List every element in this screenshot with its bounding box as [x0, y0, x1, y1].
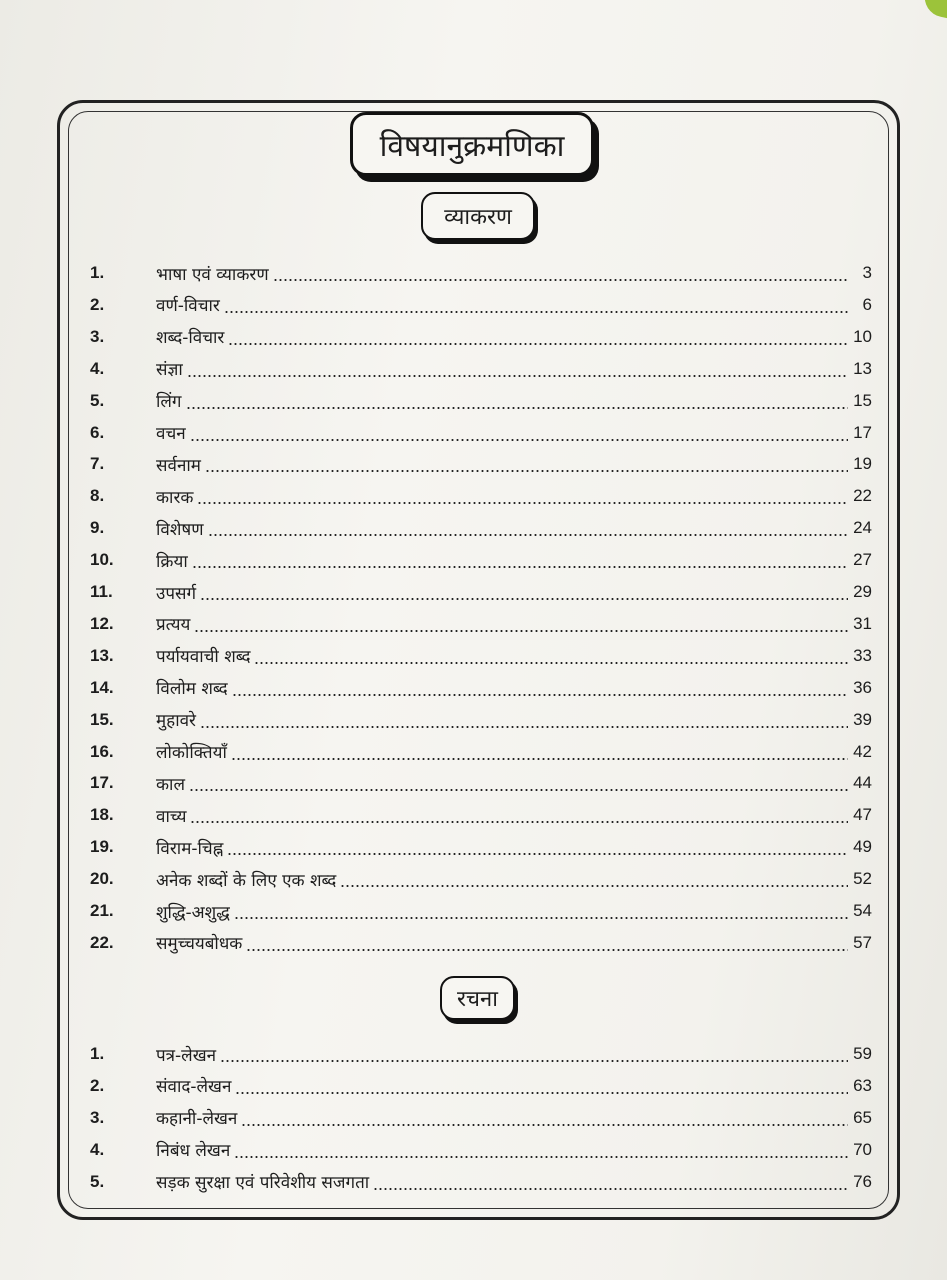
page-number: 36 — [853, 677, 872, 697]
item-title: कहानी-लेखन — [156, 1109, 238, 1130]
dot-leader — [373, 1188, 848, 1190]
dot-leader — [234, 1156, 848, 1158]
item-number: 5. — [90, 1171, 105, 1191]
page-number: 59 — [853, 1044, 872, 1063]
page-number: 42 — [853, 741, 872, 761]
list-item — [90, 418, 872, 448]
dot-leader — [254, 662, 848, 664]
dot-leader — [273, 279, 848, 281]
item-title: क्रिया — [156, 551, 188, 572]
page-number: 44 — [853, 773, 872, 793]
list-item — [90, 1103, 872, 1133]
page-number: 19 — [853, 454, 872, 474]
item-number: 4. — [90, 358, 105, 378]
list-item — [90, 1135, 872, 1165]
dot-leader — [232, 694, 848, 696]
item-number: 18. — [90, 805, 114, 825]
item-title: वचन — [156, 424, 186, 444]
page-number: 3 — [862, 263, 872, 282]
item-number: 2. — [90, 1075, 105, 1095]
item-title: अनेक शब्दों के लिए एक शब्द — [156, 870, 337, 891]
item-title: काल — [156, 774, 185, 795]
page-number: 29 — [853, 582, 872, 601]
item-title: विशेषण — [156, 519, 204, 540]
page-number: 57 — [853, 932, 872, 952]
item-title: सर्वनाम — [156, 455, 201, 476]
item-title: पत्र-लेखन — [156, 1045, 217, 1066]
item-number: 3. — [90, 326, 105, 346]
item-number: 13. — [90, 645, 114, 665]
page-number: 49 — [853, 837, 872, 857]
page-title: विषयानुक्रमणिका — [350, 112, 594, 176]
page-number: 65 — [853, 1107, 872, 1127]
item-number: 15. — [90, 709, 114, 729]
list-item — [90, 258, 872, 288]
item-title: संज्ञा — [156, 360, 183, 381]
item-title: कारक — [156, 487, 194, 508]
dot-leader — [234, 917, 848, 919]
item-title: लोकोक्तियाँ — [156, 743, 227, 763]
list-item — [90, 896, 872, 926]
item-title: सड़क सुरक्षा एवं परिवेशीय सजगता — [156, 1173, 370, 1194]
list-item — [90, 290, 872, 320]
page-number: 33 — [853, 645, 872, 665]
list-item — [90, 577, 872, 607]
dot-leader — [227, 853, 848, 855]
list-item — [90, 673, 872, 703]
item-title: पर्यायवाची शब्द — [156, 647, 251, 668]
dot-leader — [224, 311, 848, 313]
dot-leader — [194, 630, 848, 632]
page-number: 10 — [853, 326, 872, 346]
item-number: 8. — [90, 486, 105, 506]
item-number: 20. — [90, 869, 114, 889]
page-number: 31 — [853, 613, 872, 633]
page-number: 27 — [853, 550, 872, 570]
page-number: 22 — [853, 486, 872, 506]
list-item — [90, 481, 872, 511]
dot-leader — [340, 885, 848, 887]
item-number: 2. — [90, 294, 105, 314]
dot-leader — [208, 534, 848, 536]
dot-leader — [246, 949, 848, 951]
page-number: 39 — [853, 709, 872, 729]
dot-leader — [187, 375, 848, 377]
list-item — [90, 322, 872, 352]
item-number: 6. — [90, 422, 105, 442]
item-number: 12. — [90, 613, 114, 633]
list-item — [90, 737, 872, 767]
dot-leader — [197, 502, 848, 504]
item-number: 7. — [90, 454, 105, 474]
page-number: 63 — [853, 1075, 872, 1095]
list-item — [90, 1039, 872, 1069]
page-number: 24 — [853, 518, 872, 538]
list-item — [90, 928, 872, 958]
list-item — [90, 705, 872, 735]
item-number: 4. — [90, 1139, 105, 1159]
dot-leader — [192, 566, 848, 568]
list-item — [90, 513, 872, 543]
dot-leader — [190, 821, 848, 823]
list-item — [90, 768, 872, 798]
item-number: 10. — [90, 550, 114, 570]
list-item — [90, 386, 872, 416]
item-number: 11. — [90, 582, 113, 601]
page-number: 70 — [853, 1139, 872, 1159]
section-heading-composition: रचना — [440, 976, 515, 1020]
dot-leader — [190, 439, 848, 441]
item-number: 17. — [90, 773, 114, 793]
item-number: 22. — [90, 932, 114, 952]
page-number: 6 — [862, 294, 872, 314]
item-title: भाषा एवं व्याकरण — [156, 264, 269, 285]
section-heading-grammar: व्याकरण — [421, 192, 535, 240]
item-number: 1. — [90, 263, 105, 282]
dot-leader — [228, 343, 848, 345]
page-number: 52 — [853, 869, 872, 889]
page-number: 76 — [853, 1171, 872, 1191]
page-number: 54 — [853, 901, 872, 920]
item-title: वर्ण-विचार — [156, 296, 220, 317]
dot-leader — [200, 726, 848, 728]
list-item — [90, 1071, 872, 1101]
dot-leader — [235, 1092, 848, 1094]
dot-leader — [241, 1124, 848, 1126]
dot-leader — [205, 470, 848, 472]
dot-leader — [231, 758, 848, 760]
list-item — [90, 641, 872, 671]
page-number: 47 — [853, 805, 872, 825]
list-item — [90, 545, 872, 575]
item-number: 21. — [90, 901, 114, 920]
page-number: 13 — [853, 358, 872, 378]
list-item — [90, 832, 872, 862]
item-number: 9. — [90, 518, 105, 538]
item-title: विलोम शब्द — [156, 679, 228, 700]
list-item — [90, 1167, 872, 1197]
item-title: उपसर्ग — [156, 583, 197, 604]
item-number: 3. — [90, 1107, 105, 1127]
item-title: शब्द-विचार — [156, 328, 225, 349]
item-title: वाच्य — [156, 806, 187, 827]
item-title: लिंग — [156, 392, 182, 413]
item-title: विराम-चिह्न — [156, 838, 224, 859]
dot-leader — [200, 598, 848, 600]
dot-leader — [186, 407, 849, 409]
item-title: शुद्धि-अशुद्ध — [156, 902, 230, 923]
list-item — [90, 354, 872, 384]
list-item — [90, 449, 872, 479]
item-title: निबंध लेखन — [156, 1141, 231, 1162]
item-title: प्रत्यय — [156, 615, 191, 636]
page-number: 15 — [853, 390, 872, 410]
list-item — [90, 800, 872, 830]
item-title: मुहावरे — [156, 711, 197, 732]
list-item — [90, 609, 872, 639]
item-title: समुच्चयबोधक — [156, 934, 243, 955]
item-number: 16. — [90, 741, 114, 761]
dot-leader — [220, 1060, 848, 1062]
page-number: 17 — [853, 422, 872, 442]
list-item — [90, 864, 872, 894]
item-number: 14. — [90, 677, 114, 697]
item-number: 19. — [90, 837, 114, 857]
item-number: 1. — [90, 1044, 105, 1063]
item-title: संवाद-लेखन — [156, 1077, 232, 1098]
item-number: 5. — [90, 390, 105, 410]
dot-leader — [189, 789, 848, 791]
